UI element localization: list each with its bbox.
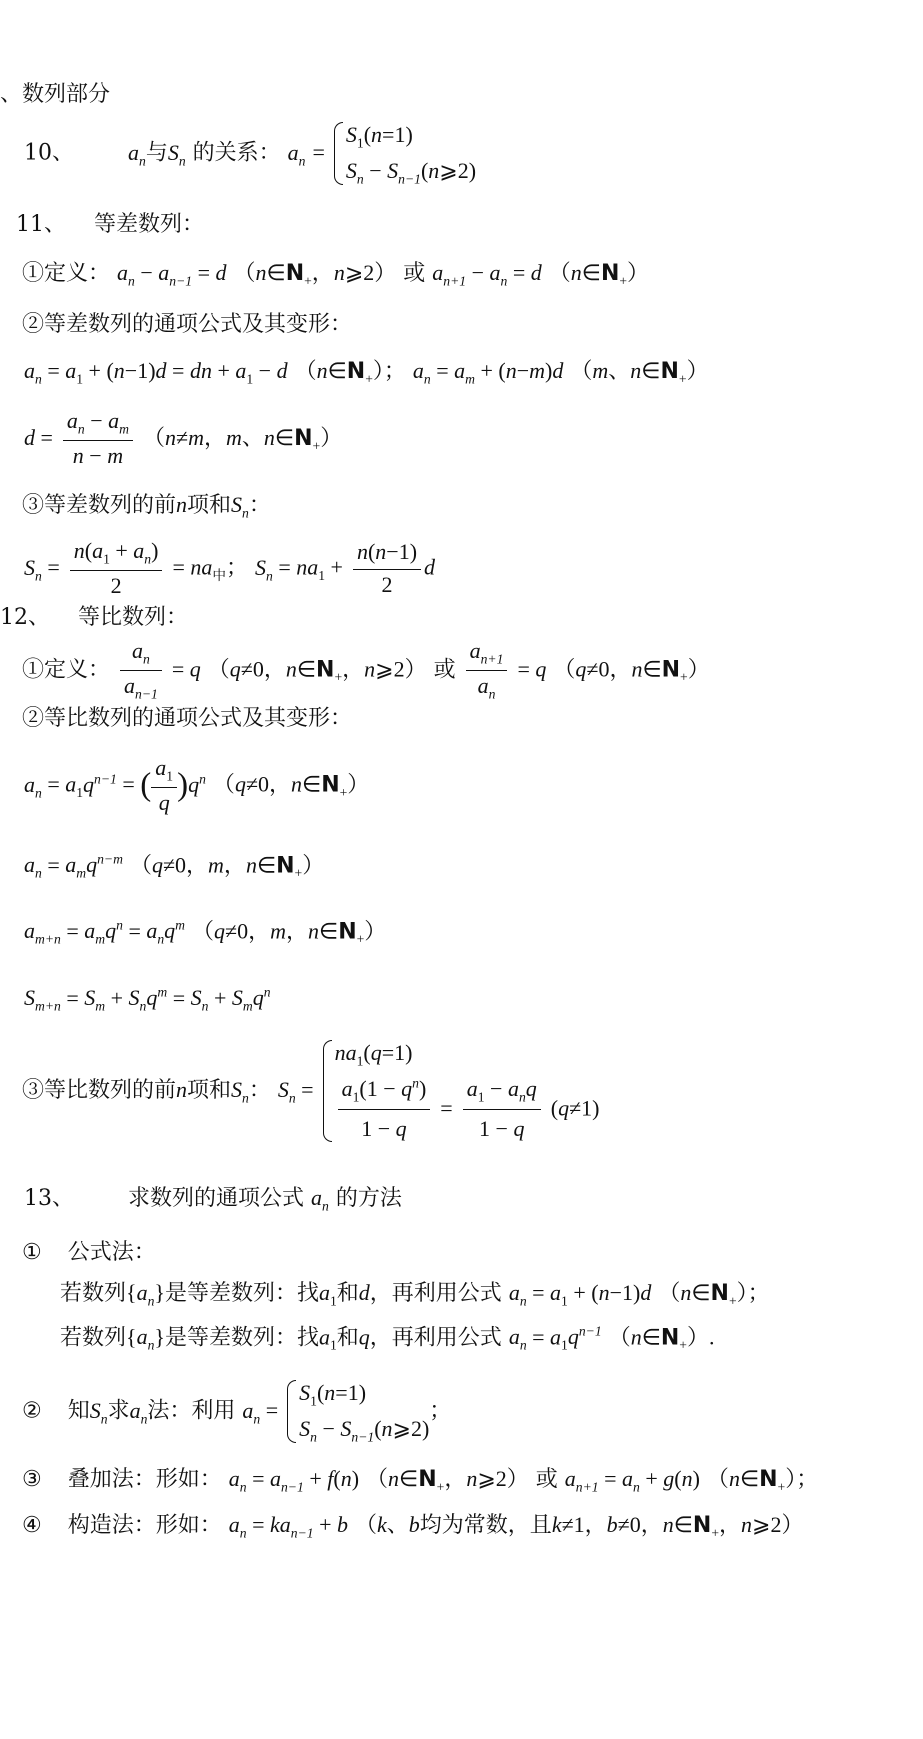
item-12-formula-3: $a_{m+n} = a_mq^n = a_nq^m$ （q≠0，m，$n\in N_+$）: [24, 918, 387, 947]
item-12-general-label: ②等比数列的通项公式及其变形：: [22, 706, 353, 731]
item-10-number: 10、: [24, 140, 74, 166]
item-12-formula-2: $a_n = a_mq^{n-m}$ （q≠0，m，$n\in N_+$）: [24, 852, 325, 881]
method-2-cases: $S_1(n=1)$ $S_n$ − $S_{n-1}(n⩾2)$: [285, 1376, 429, 1447]
item-11-d-formula: d = $\frac{a_n - a_m}{n - m}$ （n≠m，m、$n\in N_+$）: [24, 408, 343, 468]
item-12-heading: 12、 等比数列：: [0, 605, 189, 630]
item-11-sum-formula: $S_n$ = $\frac{n(a_1 + a_n)}{2}$ = $na_中$； $S_n = na_1$ + $\frac{n(n-1)}{2}$ d: [24, 538, 436, 598]
item-12-formula-1: $a_n = a_1q^{n-1}$ = ( $\frac{a_1}{q}$ )$q^n$ （q≠0，$n\in N_+$）: [24, 755, 370, 815]
method-2: ② 知$S_n$求$a_n$法：利用 $a_n$ = $S_1(n=1)$ $S_n$ − $S_{n-1}(n⩾2)$ ；: [22, 1376, 451, 1447]
item-13-heading: 13、 求数列的通项公式 $a_n$ 的方法: [24, 1185, 402, 1214]
item-11-definition: ①定义： $a_n - a_{n-1} = d$ （$n\in N_+$，n⩾2） 或 $a_{n+1} - a_n = d$ $(n\in N_+)$: [22, 260, 650, 289]
method-4: ④ 构造法：形如： $a_n = ka_{n-1} + b$ （k、b均为常数，且k≠1，b≠0，$n\in N_+$，n⩾2）: [22, 1512, 804, 1541]
method-1-heading: ① 公式法：: [22, 1240, 156, 1265]
item-11-heading: 11、 等差数列：: [16, 212, 205, 237]
geometric-sum-cases: $na_1(q=1)$ $\frac{a_1(1 - q^n)}{1 - q}$ = $\frac{a_1 - a_nq}{1 - q}$ (q≠1): [321, 1036, 600, 1146]
item-11-sum-label: ③等差数列的前n项和$S_n$：: [22, 492, 271, 521]
piecewise-formula: $S_1(n=1)$ $S_n$ − $S_{n-1}(n⩾2)$: [332, 118, 476, 189]
item-12-formula-4: $S_{m+n} = S_m + S_nq^m = S_n + S_mq^n$: [24, 985, 271, 1014]
item-11-general-label: ②等差数列的通项公式及其变形：: [22, 312, 353, 337]
method-1-line-1: 若数列$\{a_n\}$是等差数列：找$a_1$和d，再利用公式 $a_n = a_1 + (n-1)d$ $(n\in N_+)$；: [60, 1280, 770, 1309]
item-11-general-formula: $a_n = a_1 + (n-1)d$ = dn + $a_1 - d$ $(n\in N_+)$； $a_n = a_m + (n-m)d$ （m、$n\in N_+$）: [24, 358, 709, 387]
section-title: 、数列部分: [0, 82, 111, 107]
method-3: ③ 叠加法：形如： $a_n = a_{n-1} + f(n)$ （$n\in N_+$，n⩾2） 或 $a_{n+1} = a_n + g(n)$ $(n\in N_+)$；: [22, 1466, 819, 1495]
item-12-definition: ①定义： $\frac{a_n}{a_{n-1}}$ = q （q≠0，$n\in N_+$，n⩾2） 或 $\frac{a_{n+1}}{a_n}$ = q （q≠0，$n\in N_+$）: [22, 638, 710, 702]
item-10-text: 与: [145, 140, 168, 166]
item-10-text2: 的关系：: [192, 140, 281, 166]
item-10: 10、 $a_n$与$S_n$ 的关系： $a_n$ = $S_1(n=1)$ $S_n$ − $S_{n-1}(n⩾2)$: [24, 118, 476, 189]
item-12-sum: ③等比数列的前n项和$S_n$： $S_n$ = $na_1(q=1)$ $\frac{a_1(1 - q^n)}{1 - q}$ = $\frac{a_1 - a_nq}{1 - q}$ (q≠1): [22, 1036, 599, 1146]
method-1-line-2: 若数列$\{a_n\}$是等差数列：找$a_1$和q，再利用公式 $a_n = a_1q^{n-1}$ $(n\in N_+)$.: [60, 1324, 715, 1353]
